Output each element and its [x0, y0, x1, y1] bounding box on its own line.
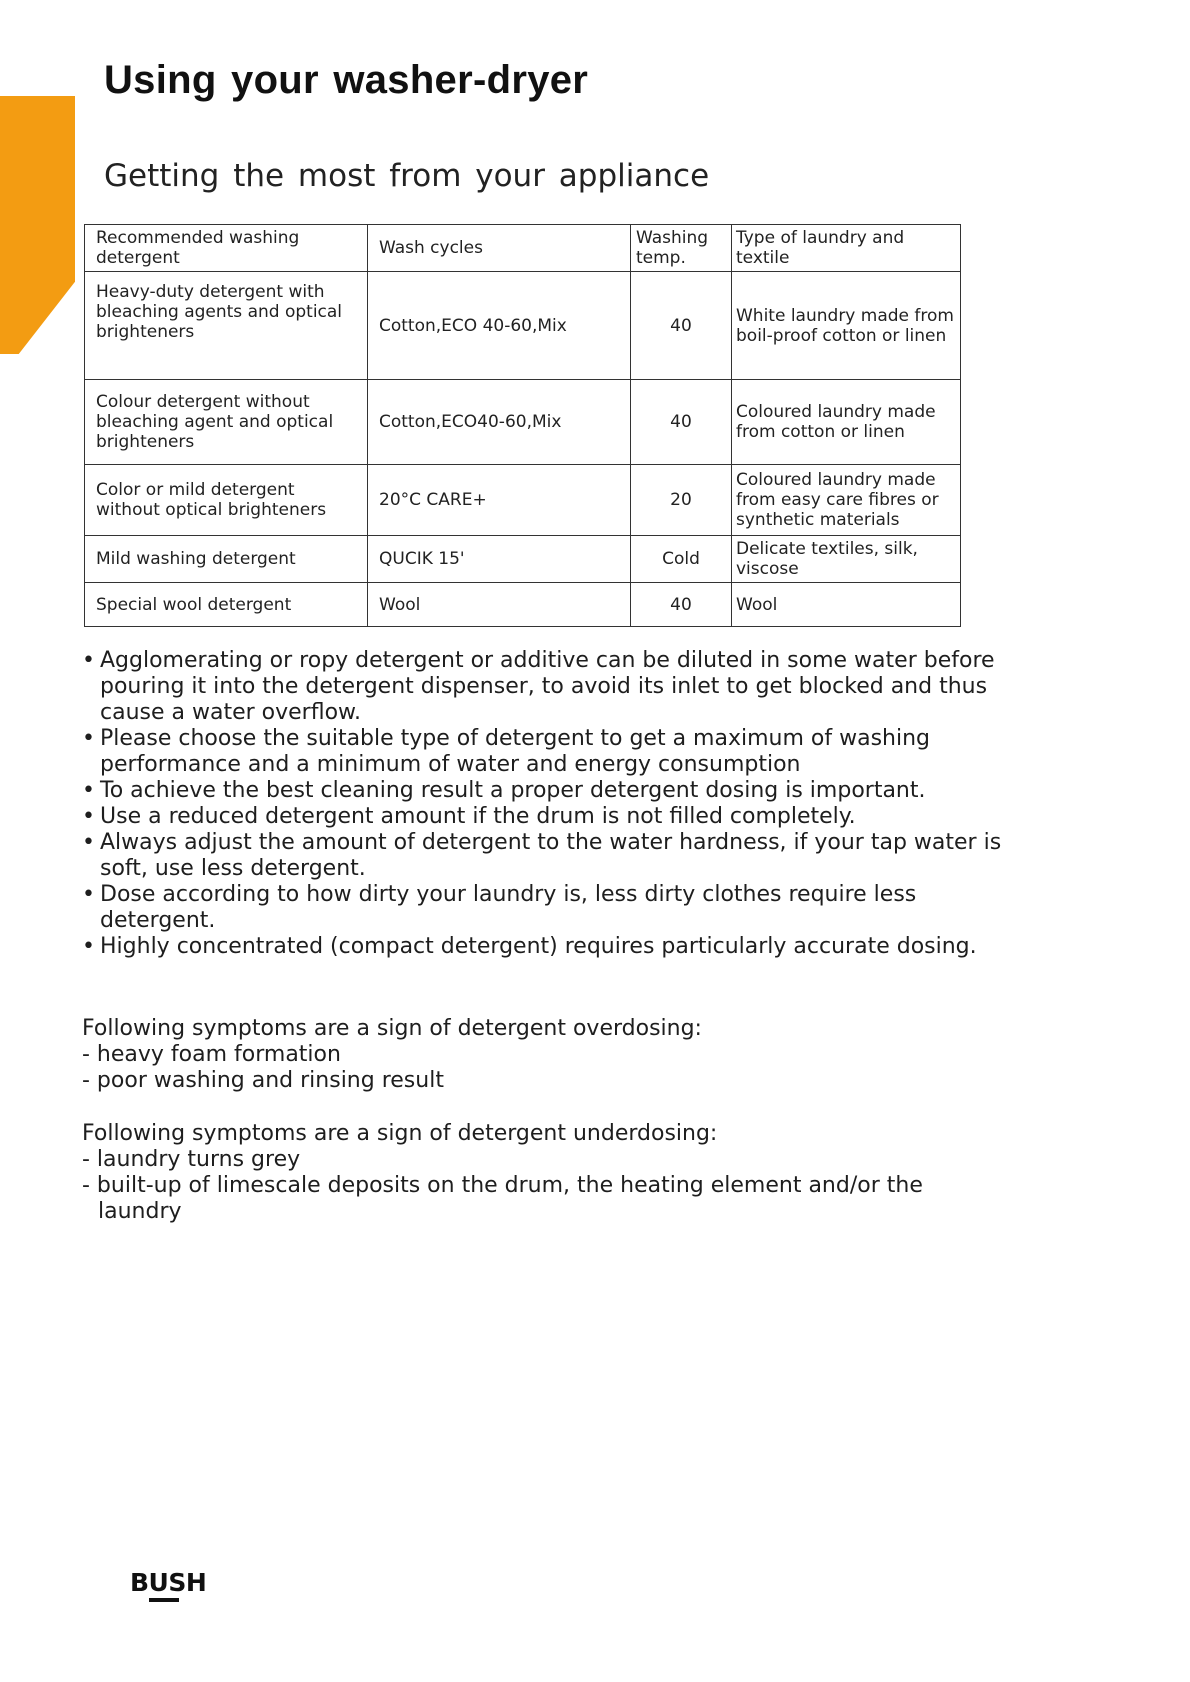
- list-item: [82, 648, 1002, 726]
- list-item: [82, 934, 1002, 960]
- table-cell: Colour detergent without bleaching agent and optical brighteners: [85, 380, 368, 465]
- table-cell: Special wool detergent: [85, 583, 368, 627]
- list-item-text: Agglomerating or ropy detergent or additive can be diluted in some water before pouring it into the detergent dispenser, to avoid its inlet to get blocked and thus cause a water overflow.: [100, 648, 995, 725]
- table-row: [85, 380, 961, 465]
- table-cell: QUCIK 15': [368, 536, 631, 583]
- bullet-icon: •: [82, 882, 95, 907]
- bullet-icon: •: [82, 648, 95, 673]
- table-cell: Coloured laundry made from cotton or linen: [732, 380, 961, 465]
- underdosing-heading: Following symptoms are a sign of detergent underdosing:: [82, 1121, 718, 1146]
- list-item-text: Highly concentrated (compact detergent) requires particularly accurate dosing.: [100, 934, 977, 959]
- list-item-text: Dose according to how dirty your laundry is, less dirty clothes require less detergent.: [100, 882, 917, 933]
- table-cell: Cotton,ECO40-60,Mix: [368, 380, 631, 465]
- page-title: Using your washer-dryer: [104, 58, 589, 102]
- table-cell: Delicate textiles, silk, viscose: [732, 536, 961, 583]
- logo-underline: [149, 1598, 179, 1602]
- table-cell: Wool: [368, 583, 631, 627]
- table-cell: Cold: [631, 536, 732, 583]
- list-item-text: To achieve the best cleaning result a proper detergent dosing is important.: [100, 778, 926, 803]
- overdosing-heading: Following symptoms are a sign of detergent overdosing:: [82, 1016, 702, 1041]
- bullet-icon: •: [82, 830, 95, 855]
- header-cell: Type of laundry and textile: [732, 225, 961, 272]
- bullet-icon: •: [82, 934, 95, 959]
- tips-list: [82, 648, 1002, 960]
- list-item-text: Always adjust the amount of detergent to the water hardness, if your tap water is soft, use less detergent.: [100, 830, 1002, 881]
- list-item: [82, 830, 1002, 882]
- table-cell: 20: [631, 465, 732, 536]
- table-cell: Wool: [732, 583, 961, 627]
- table-cell: 40: [631, 272, 732, 380]
- table-row: [85, 465, 961, 536]
- table-cell: Color or mild detergent without optical brighteners: [85, 465, 368, 536]
- table-row: [85, 583, 961, 627]
- table-cell: 40: [631, 583, 732, 627]
- overdosing-section: [82, 1016, 982, 1094]
- table-cell: Mild washing detergent: [85, 536, 368, 583]
- list-item: [82, 804, 1002, 830]
- table-cell: 20°C CARE+: [368, 465, 631, 536]
- table-row: [85, 536, 961, 583]
- bullet-icon: •: [82, 726, 95, 751]
- table-cell: Coloured laundry made from easy care fibres or synthetic materials: [732, 465, 961, 536]
- symptom-item: - poor washing and rinsing result: [82, 1068, 444, 1093]
- table-cell: Cotton,ECO 40-60,Mix: [368, 272, 631, 380]
- table-cell: 40: [631, 380, 732, 465]
- list-item-text: Use a reduced detergent amount if the drum is not filled completely.: [100, 804, 856, 829]
- table-cell: White laundry made from boil-proof cotton or linen: [732, 272, 961, 380]
- underdosing-section: [82, 1121, 982, 1225]
- bullet-icon: •: [82, 804, 95, 829]
- list-item: [82, 778, 1002, 804]
- list-item: [82, 882, 1002, 934]
- header-cell: Washing temp.: [631, 225, 732, 272]
- accent-tab: [0, 96, 75, 354]
- table-cell: Heavy-duty detergent with bleaching agents and optical brighteners: [85, 272, 368, 380]
- section-title: Getting the most from your appliance: [104, 158, 710, 194]
- bush-logo: BUSH: [130, 1568, 207, 1597]
- symptom-item: - laundry turns grey: [82, 1147, 301, 1172]
- header-cell: Wash cycles: [368, 225, 631, 272]
- symptom-item: - built-up of limescale deposits on the drum, the heating element and/or the laundry: [82, 1173, 923, 1224]
- symptom-item: - heavy foam formation: [82, 1042, 341, 1067]
- list-item-text: Please choose the suitable type of detergent to get a maximum of washing performance and a minimum of water and energy consumption: [100, 726, 930, 777]
- table-header-row: [85, 225, 961, 272]
- header-cell: Recommended washing detergent: [85, 225, 368, 272]
- detergent-table: [84, 224, 961, 627]
- table-row: [85, 272, 961, 380]
- bullet-icon: •: [82, 778, 95, 803]
- list-item: [82, 726, 1002, 778]
